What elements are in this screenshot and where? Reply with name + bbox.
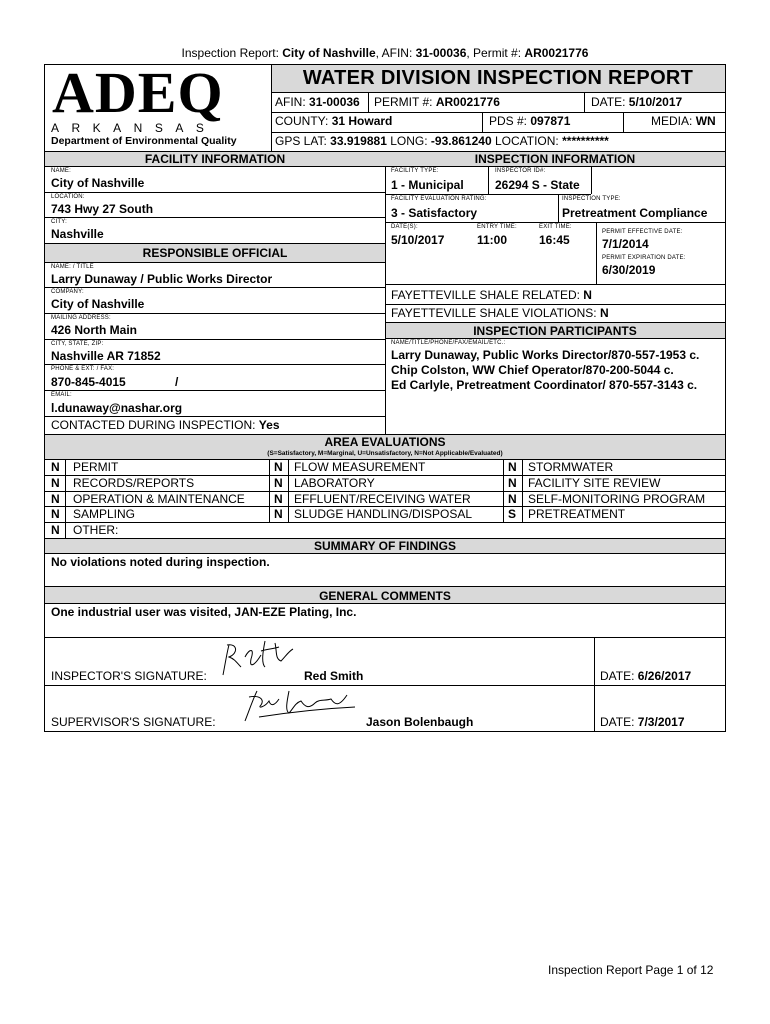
inspector-signature-image bbox=[215, 637, 315, 682]
county-field: COUNTY: 31 Howard bbox=[275, 114, 393, 128]
phone: 870-845-4015 bbox=[51, 375, 126, 389]
inspector-id-label: INSPECTOR ID#: bbox=[495, 168, 546, 174]
inspection-dates: 5/10/2017 bbox=[391, 233, 445, 247]
participants-header: INSPECTION PARTICIPANTS bbox=[473, 324, 637, 338]
shale-violations-field: FAYETTEVILLE SHALE VIOLATIONS: N bbox=[391, 306, 609, 320]
report-title: WATER DIVISION INSPECTION REPORT bbox=[302, 67, 694, 89]
company-label: COMPANY: bbox=[51, 289, 84, 295]
site-review-area: FACILITY SITE REVIEW bbox=[528, 476, 661, 490]
facility-location: 743 Hwy 27 South bbox=[51, 202, 154, 216]
comments-header: GENERAL COMMENTS bbox=[319, 589, 451, 603]
page-footer: Inspection Report Page 1 of 12 bbox=[548, 963, 714, 977]
logo-state: ARKANSAS bbox=[51, 121, 217, 135]
company: City of Nashville bbox=[51, 297, 145, 311]
supervisor-name: Jason Bolenbaugh bbox=[366, 715, 474, 729]
participants-label: NAME/TITLE/PHONE/FAX/EMAIL/ETC.: bbox=[391, 340, 506, 346]
inspection-info-header: INSPECTION INFORMATION bbox=[474, 152, 636, 166]
sludge-code: N bbox=[274, 507, 283, 521]
rating: 3 - Satisfactory bbox=[391, 206, 478, 220]
effluent-code: N bbox=[274, 492, 283, 506]
inspector-id: 26294 S - State bbox=[495, 178, 580, 192]
city-state-zip: Nashville AR 71852 bbox=[51, 349, 161, 363]
inspector-signature-label: INSPECTOR'S SIGNATURE: bbox=[51, 669, 207, 683]
official-name-label: NAME: / TITLE bbox=[51, 264, 94, 270]
mailing-address: 426 North Main bbox=[51, 323, 138, 337]
participant-3: Ed Carlyle, Pretreatment Coordinator/ 870-557-3143 c. bbox=[391, 378, 698, 392]
entry-time-label: ENTRY TIME: bbox=[477, 224, 517, 230]
pretreatment-area: PRETREATMENT bbox=[528, 507, 626, 521]
csz-label: CITY, STATE, ZIP: bbox=[51, 341, 104, 347]
supervisor-signature-label: SUPERVISOR'S SIGNATURE: bbox=[51, 715, 216, 729]
email-label: EMAIL: bbox=[51, 392, 72, 398]
top-line-facility: City of Nashville bbox=[282, 46, 376, 60]
adeq-logo: ADEQ bbox=[52, 60, 224, 125]
effluent-area: EFFLUENT/RECEIVING WATER bbox=[294, 492, 471, 506]
sludge-area: SLUDGE HANDLING/DISPOSAL bbox=[294, 507, 473, 521]
facility-type-label: FACILITY TYPE: bbox=[391, 168, 439, 174]
top-line-prefix: Inspection Report: bbox=[181, 46, 279, 60]
top-line-afin: 31-00036 bbox=[415, 46, 467, 60]
date-field: DATE: 5/10/2017 bbox=[591, 95, 683, 109]
flow-area: FLOW MEASUREMENT bbox=[294, 460, 426, 474]
site-review-code: N bbox=[508, 476, 517, 490]
mailing-label: MAILING ADDRESS: bbox=[51, 315, 111, 321]
report-form bbox=[44, 60, 726, 732]
sampling-code: N bbox=[51, 507, 60, 521]
supervisor-signature-image bbox=[235, 687, 365, 727]
self-monitoring-code: N bbox=[508, 492, 517, 506]
exit-time: 16:45 bbox=[539, 233, 570, 247]
pds-field: PDS #: 097871 bbox=[489, 114, 571, 128]
participant-2: Chip Colston, WW Chief Operator/870-200-5044 c. bbox=[391, 363, 674, 377]
exit-time-label: EXIT TIME: bbox=[539, 224, 572, 230]
inspector-name: Red Smith bbox=[304, 669, 364, 683]
om-code: N bbox=[51, 492, 60, 506]
comments-text: One industrial user was visited, JAN-EZE Plating, Inc. bbox=[51, 605, 357, 619]
pretreatment-code: S bbox=[508, 507, 517, 521]
facility-name: City of Nashville bbox=[51, 176, 145, 190]
rating-label: FACILITY EVALUATION RATING: bbox=[391, 196, 487, 202]
phone-separator: / bbox=[175, 375, 179, 389]
facility-name-label: NAME: bbox=[51, 168, 72, 174]
records-area: RECORDS/REPORTS bbox=[73, 476, 195, 490]
facility-location-label: LOCATION: bbox=[51, 194, 85, 200]
other-code: N bbox=[51, 523, 60, 537]
dates-label: DATE(S): bbox=[391, 224, 418, 230]
top-line-permit: AR0021776 bbox=[524, 46, 589, 60]
inspection-type-label: INSPECTION TYPE: bbox=[562, 196, 621, 202]
self-monitoring-area: SELF-MONITORING PROGRAM bbox=[528, 492, 706, 506]
flow-code: N bbox=[274, 460, 283, 474]
summary-text: No violations noted during inspection. bbox=[51, 555, 270, 569]
logo-department: Department of Environmental Quality bbox=[51, 135, 237, 147]
gps-field: GPS LAT: 33.919881 LONG: -93.861240 LOCATION: ********** bbox=[275, 134, 609, 148]
facility-info-header: FACILITY INFORMATION bbox=[144, 152, 286, 166]
area-evaluations-legend: (S=Satisfactory, M=Marginal, U=Unsatisfactory, N=Not Applicable/Evaluated) bbox=[267, 450, 503, 457]
permit-field: PERMIT #: AR0021776 bbox=[374, 95, 500, 109]
email: l.dunaway@nashar.org bbox=[51, 401, 183, 415]
facility-type: 1 - Municipal bbox=[391, 178, 464, 192]
facility-city-label: CITY: bbox=[51, 219, 68, 225]
contacted-field: CONTACTED DURING INSPECTION: Yes bbox=[51, 418, 280, 432]
other-area: OTHER: bbox=[73, 523, 119, 537]
official-name: Larry Dunaway / Public Works Director bbox=[51, 272, 273, 286]
records-code: N bbox=[51, 476, 60, 490]
sampling-area: SAMPLING bbox=[73, 507, 136, 521]
stormwater-code: N bbox=[508, 460, 517, 474]
top-line-afin-label: , AFIN: bbox=[375, 46, 413, 60]
responsible-official-header: RESPONSIBLE OFFICIAL bbox=[142, 246, 288, 260]
top-line-permit-label: , Permit #: bbox=[466, 46, 522, 60]
media-field: MEDIA: WN bbox=[651, 114, 716, 128]
afin-field: AFIN: 31-00036 bbox=[275, 95, 360, 109]
lab-area: LABORATORY bbox=[294, 476, 375, 490]
inspector-date-field: DATE: 6/26/2017 bbox=[600, 669, 692, 683]
phone-label: PHONE & EXT: / FAX: bbox=[51, 366, 115, 372]
area-evaluations-header: AREA EVALUATIONS bbox=[324, 435, 446, 449]
om-area: OPERATION & MAINTENANCE bbox=[73, 492, 245, 506]
supervisor-date-field: DATE: 7/3/2017 bbox=[600, 715, 685, 729]
report-top-line bbox=[0, 46, 770, 60]
stormwater-area: STORMWATER bbox=[528, 460, 614, 474]
permit-expiration-label: PERMIT EXPIRATION DATE: bbox=[602, 255, 686, 261]
participant-1: Larry Dunaway, Public Works Director/870-557-1953 c. bbox=[391, 348, 700, 362]
facility-city: Nashville bbox=[51, 227, 104, 241]
summary-header: SUMMARY OF FINDINGS bbox=[313, 539, 456, 553]
permit-effective-label: PERMIT EFFECTIVE DATE: bbox=[602, 229, 683, 235]
lab-code: N bbox=[274, 476, 283, 490]
entry-time: 11:00 bbox=[477, 233, 508, 247]
permit-effective-date: 7/1/2014 bbox=[602, 237, 649, 251]
permit-code: N bbox=[51, 460, 60, 474]
permit-expiration-date: 6/30/2019 bbox=[602, 263, 656, 277]
permit-area: PERMIT bbox=[73, 460, 119, 474]
shale-related-field: FAYETTEVILLE SHALE RELATED: N bbox=[391, 288, 592, 302]
inspection-type: Pretreatment Compliance bbox=[562, 206, 708, 220]
